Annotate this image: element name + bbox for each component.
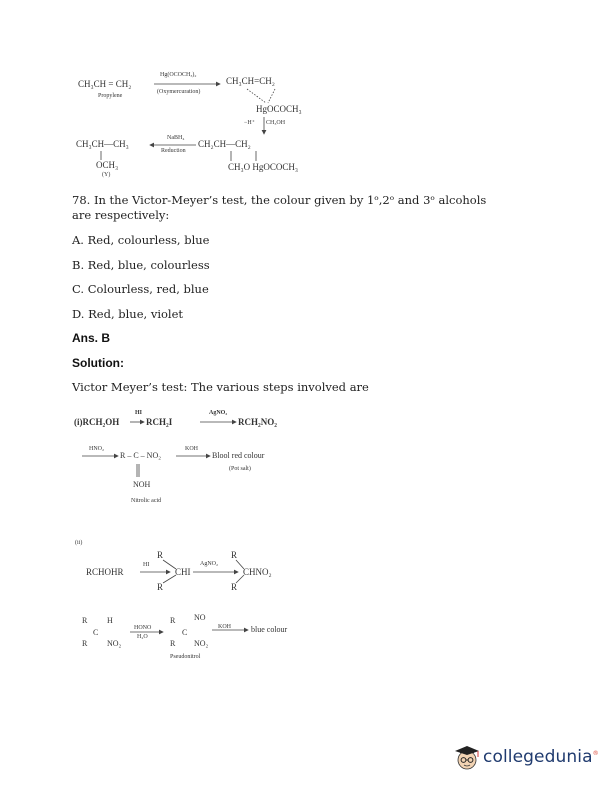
right-carbon-c: C — [182, 628, 188, 637]
nitroalkane: RCH₂NO₂ — [238, 417, 277, 427]
nitrolic-formula: R – C – NO₂ — [120, 451, 162, 460]
scheme-ii-hono: HONO — [134, 625, 152, 631]
methoxy-group: OCH₃ — [96, 160, 119, 170]
noh-group: NOH — [133, 480, 151, 489]
nitrolic-acid-label: Nitrolic acid — [131, 498, 162, 504]
right-carbon-no2: NO₂ — [194, 639, 209, 648]
left-carbon-c: C — [93, 628, 99, 637]
scheme-i-hi: HI — [135, 410, 143, 416]
brand-name — [483, 747, 599, 767]
left-carbon-no2: NO₂ — [107, 639, 122, 648]
propylene-formula: CH₃CH = CH₂ — [78, 79, 132, 89]
hg-bond-right — [268, 89, 275, 103]
primary-iodide: RCH₂I — [146, 417, 173, 427]
scheme-i-label: (i) — [74, 417, 83, 427]
left-carbon-r2: R — [82, 639, 88, 648]
blood-red-result: Blool red colour — [212, 451, 265, 460]
hg-bond-left — [247, 89, 266, 103]
option-b-text: Red, blue, colourless — [87, 258, 210, 272]
pseudonitrol-label: Pseudonitrol — [170, 654, 201, 660]
right-carbon-r2: R — [170, 639, 176, 648]
scheme-i-koh: KOH — [185, 446, 198, 452]
intermediate-alkene: CH₃CH=CH₂ — [226, 76, 275, 86]
nitro-r-top: R — [231, 550, 238, 560]
question-text: In the Victor-Meyer’s test, the colour given by 1ᵒ,2ᵒ and 3ᵒ alcohols are respectively: — [72, 193, 487, 222]
brand-logo — [452, 740, 599, 774]
scheme-ii-water: H₂O — [137, 634, 148, 640]
secondary-iodide: CHI — [175, 567, 191, 577]
graduate-mascot-icon — [452, 742, 482, 772]
methoxy-substituents: CH₃O HgOCOCH₃ — [228, 162, 299, 172]
iodide-bond-top — [163, 560, 176, 569]
deprotonation-reagent: −H⁺ — [244, 120, 255, 126]
left-carbon-r1: R — [82, 616, 88, 625]
option-d-letter: D. — [72, 307, 85, 321]
iodide-r-bottom: R — [157, 582, 164, 592]
blue-colour-result: blue colour — [251, 625, 288, 634]
scheme-ii-label: (ii) — [75, 540, 83, 546]
propylene-label: Propylene — [98, 93, 123, 99]
left-carbon-h: H — [107, 616, 113, 625]
pot-salt-note: (Pot salt) — [229, 466, 251, 472]
scheme-ii-agno2: AgNO₂ — [200, 561, 219, 567]
solution-intro: Victor Meyer’s test: The various steps involved are — [72, 380, 369, 394]
hg-group: HgOCOCH₃ — [256, 104, 302, 114]
oxymercuration-label: (Oxymercuration) — [157, 89, 201, 95]
iodide-r-top: R — [157, 550, 164, 560]
nitro-bond-bottom — [236, 575, 244, 583]
methoxy-intermediate: CH₂CH—CH₂ — [198, 139, 251, 149]
iodide-bond-bottom — [163, 575, 176, 583]
option-c-letter: C. — [72, 282, 85, 296]
product-y-label: (Y) — [102, 172, 111, 178]
option-d-text: Red, blue, violet — [88, 307, 184, 321]
right-carbon-r1: R — [170, 616, 176, 625]
brand-registered-mark: ® — [592, 750, 599, 757]
solution-heading: Solution: — [72, 356, 124, 370]
brand-name-text: collegedunia — [483, 747, 593, 767]
secondary-alcohol: RCHOHR — [86, 567, 124, 577]
nitro-bond-top — [236, 560, 244, 569]
final-ether: CH₃CH—CH₃ — [76, 139, 129, 149]
scheme-i-hno2: HNO₂ — [89, 446, 105, 452]
question-number: 78. — [72, 193, 91, 207]
answer: Ans. B — [72, 331, 111, 345]
methanol-reagent: CH₃OH — [266, 120, 286, 126]
scheme-ii-hi: HI — [143, 562, 150, 568]
scheme-i-agno2: AgNO₂ — [209, 410, 228, 416]
right-carbon-no: NO — [194, 613, 206, 622]
option-c-text: Colourless, red, blue — [87, 282, 209, 296]
reduction-label: Reduction — [161, 148, 186, 154]
primary-alcohol: RCH₂OH — [82, 417, 120, 427]
secondary-nitroalkane: CHNO₂ — [243, 567, 272, 577]
option-b-letter: B. — [72, 258, 85, 272]
option-a-text: Red, colourless, blue — [87, 233, 210, 247]
scheme-ii-koh: KOH — [218, 624, 231, 630]
nitro-r-bottom: R — [231, 582, 238, 592]
reduction-reagent: NaBH₄ — [167, 135, 185, 141]
option-a-letter: A. — [72, 233, 84, 247]
oxymercuration-reagent: Hg(OCOCH₃)₂ — [160, 72, 197, 78]
